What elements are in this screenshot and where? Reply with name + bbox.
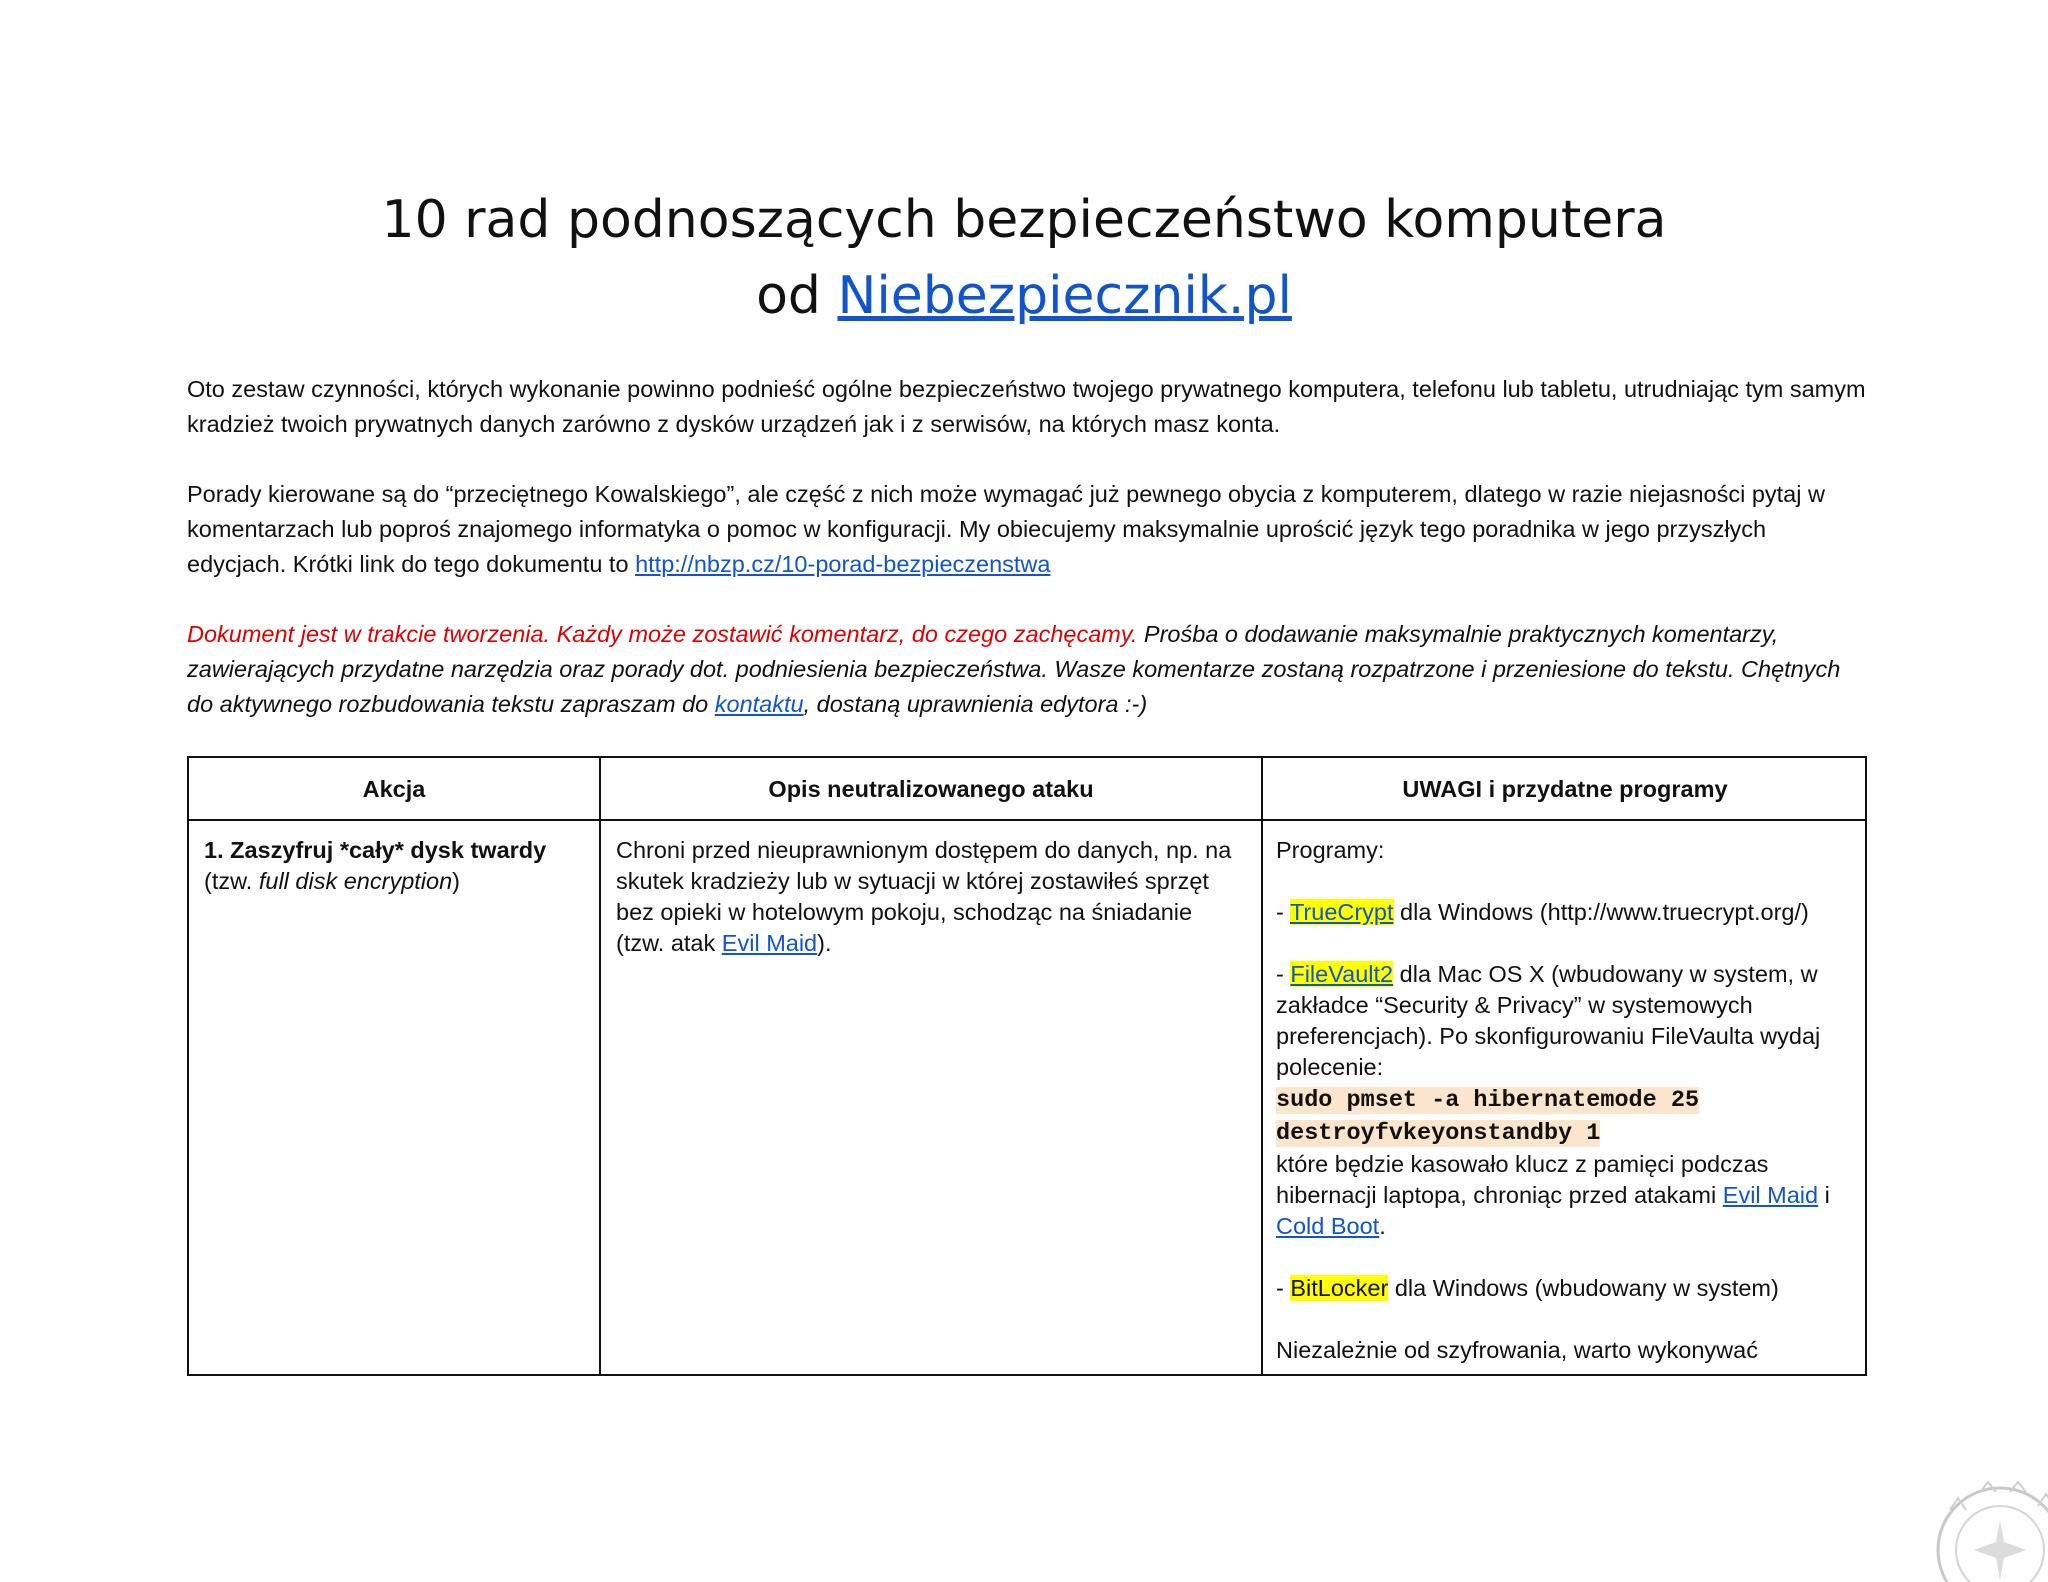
header-description: Opis neutralizowanego ataku	[768, 776, 1094, 802]
filevault-link[interactable]: FileVault2	[1290, 961, 1394, 987]
column-divider	[1261, 758, 1263, 1374]
row1-description-text: Chroni przed nieuprawnionym dostępem do danych, np. na skutek kradzieży lub w sytuacji w której zostawiłeś sprzęt bez opieki w hotelowym pokoju, schodząc na śniadanie (tzw. atak	[616, 837, 1232, 956]
evil-maid-link[interactable]: Evil Maid	[721, 930, 818, 956]
row1-action-title: 1. Zaszyfruj *cały* dysk twardy	[204, 837, 547, 863]
intro-paragraph-3-text: Prośba o dodawanie maksymalnie praktycznych komentarzy, zawierających przydatne narzędzia oraz porady dot. podniesienia bezpieczeństwa. Wasze komentarze zostaną rozpatrzone i przeniesione do tekstu. Chętnych do aktywnego rozbudowania tekstu zapraszam do	[187, 621, 1841, 717]
filevault-item: - FileVault2 dla Mac OS X (wbudowany w system, w zakładce “Security & Privacy” w systemowych preferencjach). Po skonfigurowaniu FileVaulta wydaj polecenie:	[1276, 961, 1821, 1080]
bitlocker-label: BitLocker	[1290, 1275, 1389, 1301]
document-title: 10 rad podnoszących bezpieczeństwo komputera	[381, 190, 1667, 250]
row1-notes-cell	[1276, 835, 1861, 1366]
row1-description-cell: Chroni przed nieuprawnionym dostępem do danych, np. na skutek kradzieży lub w sytuacji w której zostawiłeś sprzęt bez opieki w hotelowym pokoju, schodząc na śniadanie (tzw. atak Evil Maid).	[616, 837, 1232, 956]
niebezpiecznik-link[interactable]: Niebezpiecznik.pl	[837, 266, 1292, 326]
intro-paragraph-2-text: Porady kierowane są do “przeciętnego Kowalskiego”, ale część z nich może wymagać już pewnego obycia z komputerem, dlatego w razie niejasności pytaj w komentarzach lub poproś znajomego informatyka o pomoc w konfiguracji. My obiecujemy maksymalnie uprościć język tego poradnika w jego przyszłych edycjach. Krótki link do tego dokumentu to	[187, 481, 1825, 577]
short-link[interactable]: http://nbzp.cz/10-porad-bezpieczenstwa	[635, 551, 1051, 577]
header-action: Akcja	[362, 776, 426, 802]
filevault-command: sudo pmset -a hibernatemode 25 destroyfvkeyonstandby 1	[1276, 1087, 1700, 1147]
intro-paragraph-1: Oto zestaw czynności, których wykonanie powinno podnieść ogólne bezpieczeństwo twojego prywatnego komputera, telefonu lub tabletu, utrudniając tym samym kradzież twoich prywatnych danych zarówno z dysków urządzeń jak i z serwisów, na których masz konta.	[187, 376, 1866, 437]
cold-boot-link[interactable]: Cold Boot	[1276, 1213, 1380, 1239]
intro-paragraph-2	[187, 477, 1867, 582]
header-notes: UWAGI i przydatne programy	[1402, 776, 1728, 802]
programs-label: Programy:	[1276, 837, 1385, 863]
truecrypt-link[interactable]: TrueCrypt	[1289, 899, 1394, 925]
contact-link[interactable]: kontaktu	[714, 691, 804, 717]
bitlocker-item: - BitLocker dla Windows (wbudowany w system)	[1276, 1275, 1779, 1301]
subtitle-prefix: od	[756, 266, 838, 326]
truecrypt-item: - TrueCrypt dla Windows (http://www.truecrypt.org/)	[1276, 899, 1809, 925]
row1-action-subtitle: (tzw. full disk encryption)	[204, 868, 460, 894]
row1-action-cell	[204, 835, 589, 897]
filevault-explanation: które będzie kasowało klucz z pamięci podczas hibernacji laptopa, chroniąc przed atakami Evil Maid i Cold Boot.	[1276, 1151, 1830, 1239]
draft-notice: Dokument jest w trakcie tworzenia. Każdy może zostawić komentarz, do czego zachęcamy.	[187, 621, 1138, 647]
header-divider	[189, 819, 1865, 821]
evil-maid-link-2[interactable]: Evil Maid	[1722, 1182, 1819, 1208]
advice-table	[187, 756, 1867, 1376]
column-divider	[599, 758, 601, 1374]
intro-paragraph-3	[187, 617, 1867, 722]
stamp-seal-icon	[1930, 1480, 2048, 1582]
intro-paragraph-3-end: , dostaną uprawnienia edytora :-)	[803, 691, 1148, 717]
document-subtitle	[0, 266, 2048, 326]
encryption-note: Niezależnie od szyfrowania, warto wykonywać	[1276, 1337, 1758, 1363]
